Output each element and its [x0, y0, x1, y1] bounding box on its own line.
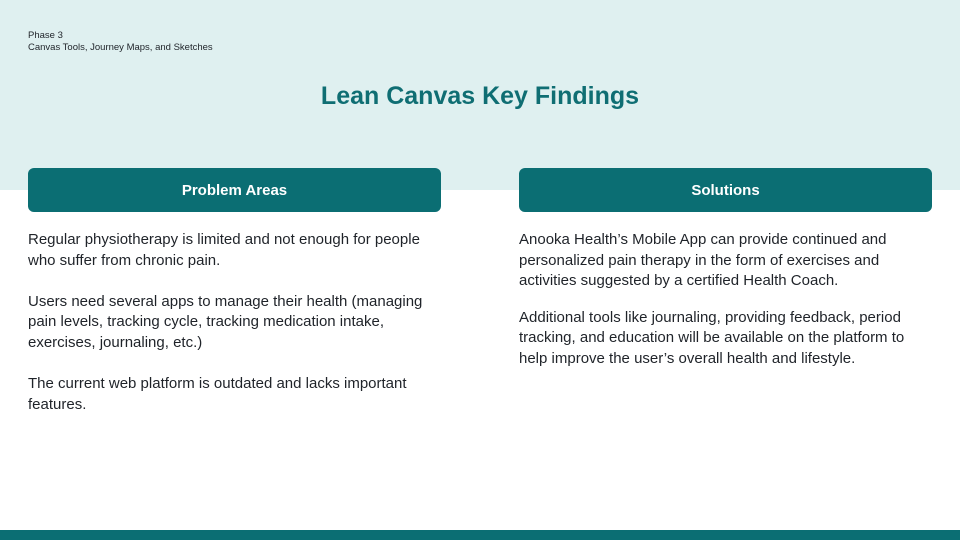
page-title: Lean Canvas Key Findings [320, 82, 640, 110]
phase-subtitle: Canvas Tools, Journey Maps, and Sketches [28, 42, 213, 53]
solution-paragraph: Anooka Health’s Mobile App can provide continued and personalized pain therapy in the form of exercises and activities suggested by a certified Health Coach. [519, 231, 887, 290]
solutions-column [519, 230, 931, 370]
phase-number: Phase 3 [28, 30, 63, 41]
problem-paragraph: Regular physiotherapy is limited and not enough for people who suffer from chronic pain. [28, 231, 420, 269]
solutions-header [519, 168, 932, 212]
problem-areas-column [28, 230, 440, 415]
footer-bar [0, 530, 960, 540]
problem-paragraph: Users need several apps to manage their health (managing pain levels, tracking cycle, tracking medication intake, exercises, journaling, etc.) [28, 292, 423, 351]
problem-paragraph: The current web platform is outdated and lacks important features. [28, 375, 407, 413]
problem-areas-header [28, 168, 441, 212]
problem-areas-heading: Problem Areas [181, 181, 288, 199]
solutions-heading: Solutions [691, 181, 760, 199]
phase-label [28, 30, 213, 54]
solution-paragraph: Additional tools like journaling, providing feedback, period tracking, and education will be available on the platform to help improve the user’s overall health and lifestyle. [519, 308, 905, 367]
